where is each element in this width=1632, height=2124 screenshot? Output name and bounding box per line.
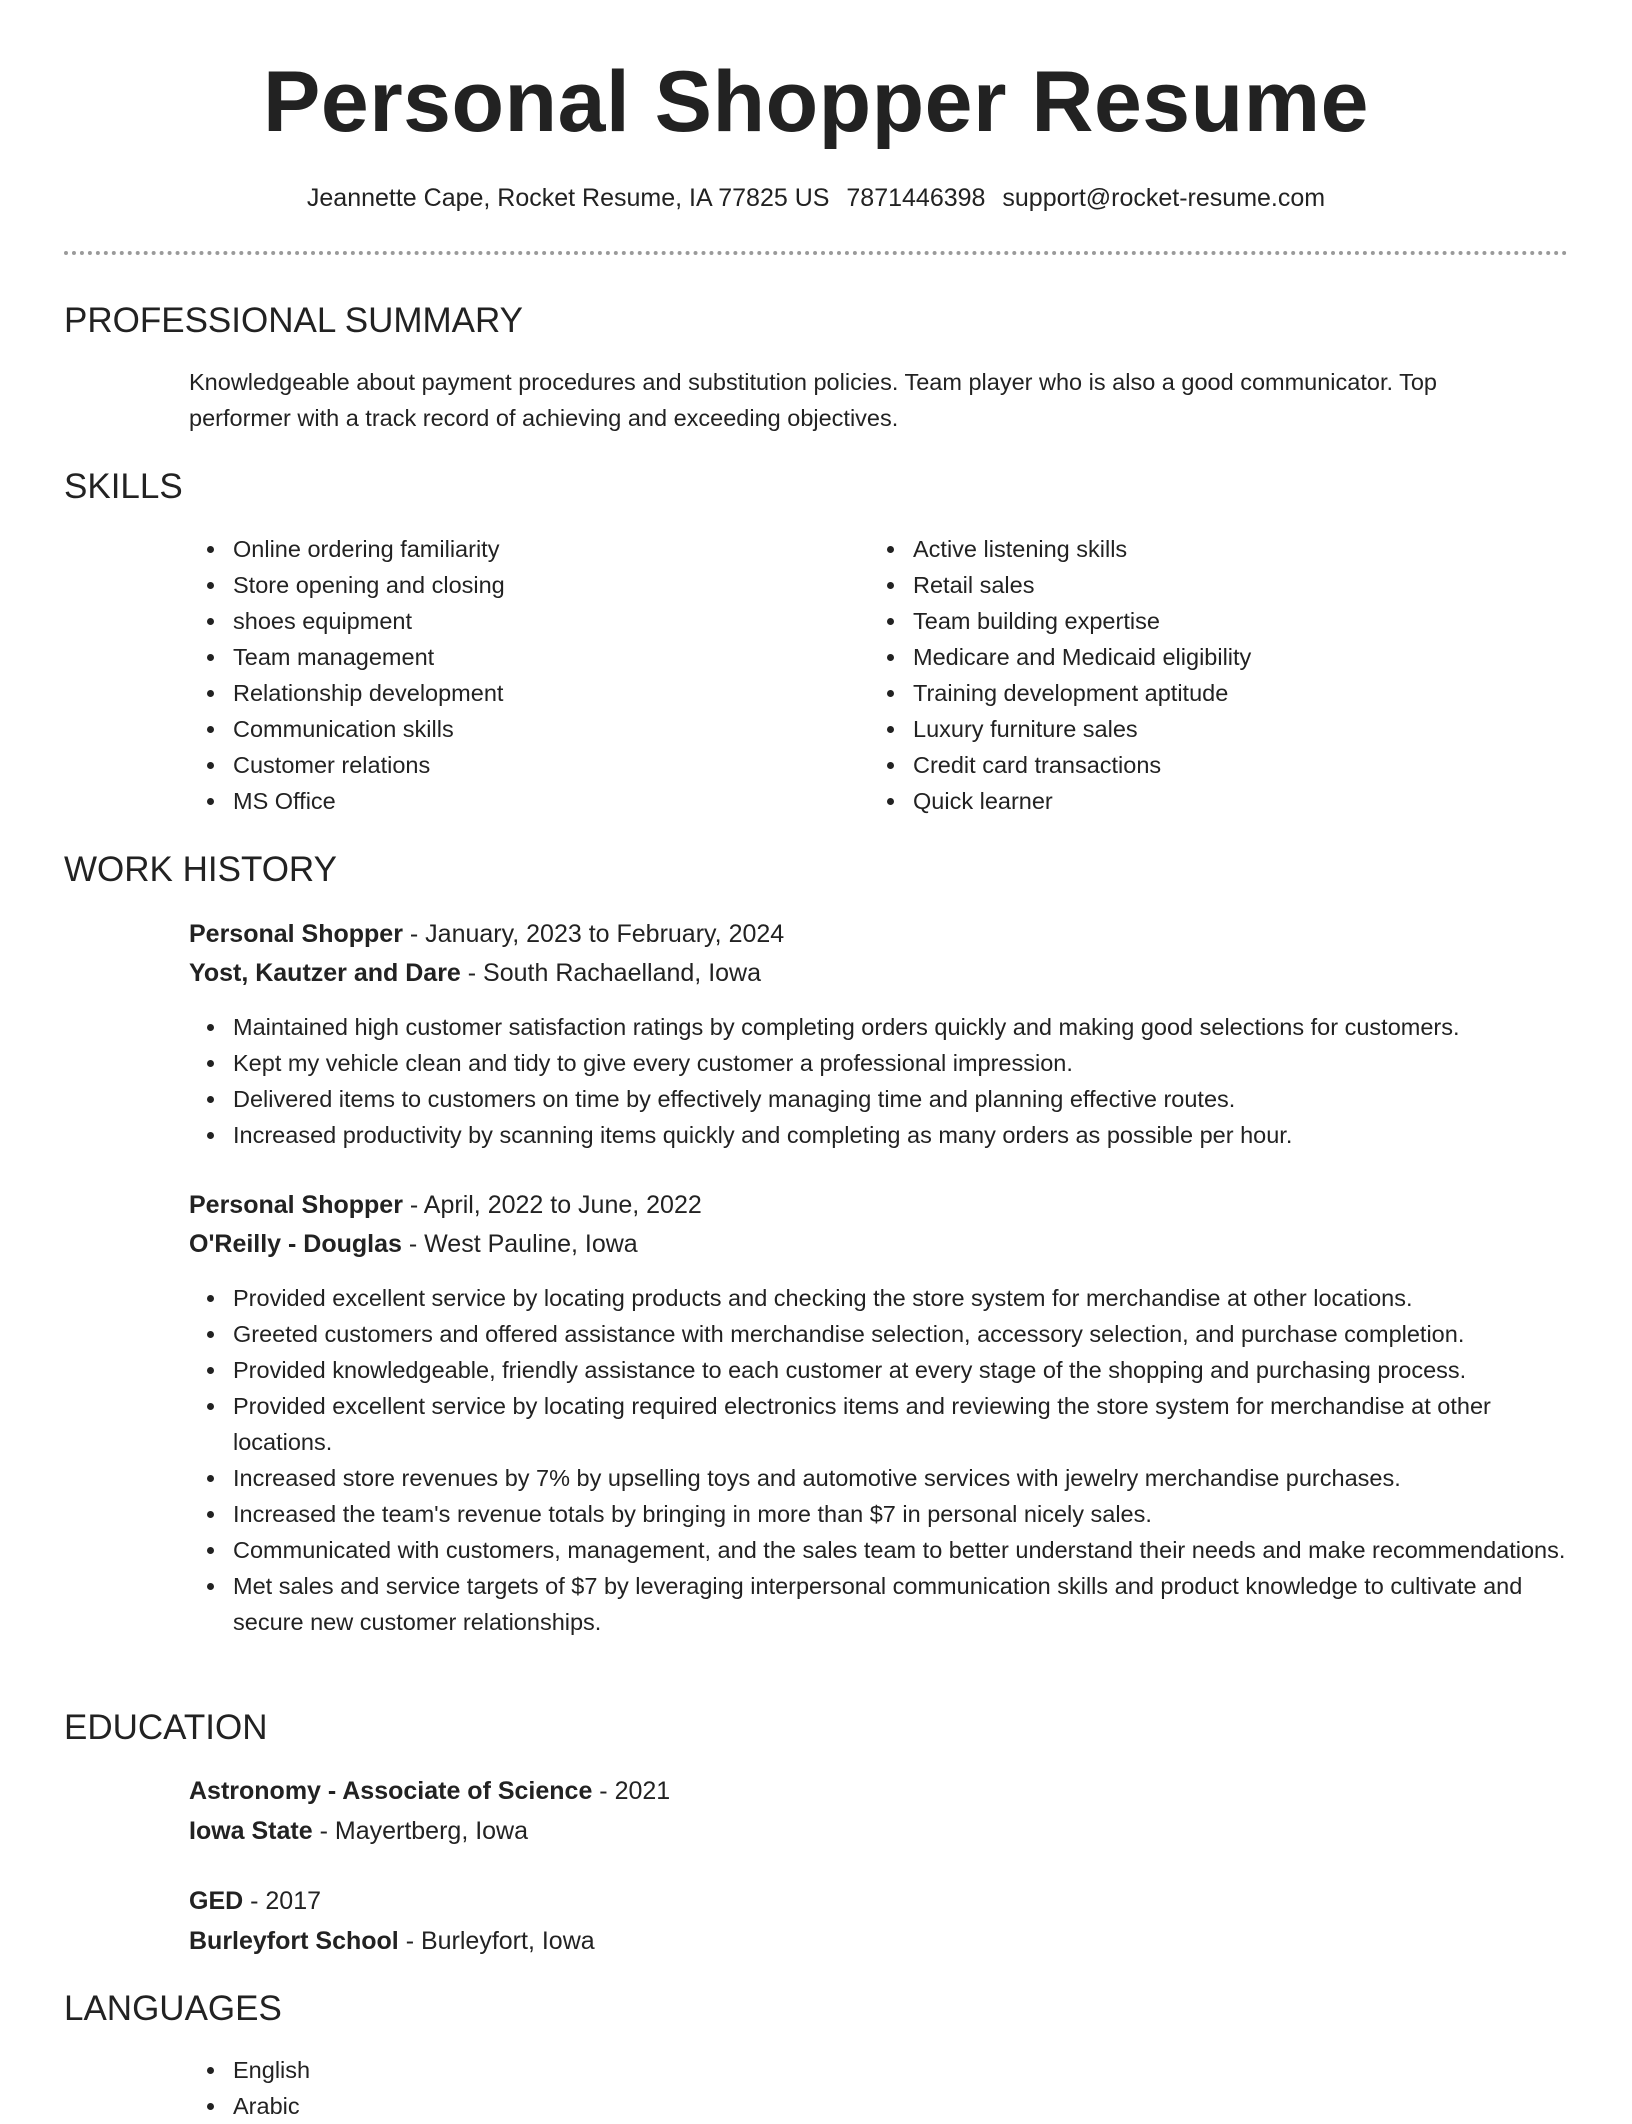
contact-line bbox=[0, 180, 1632, 216]
job-bullets bbox=[189, 1009, 1579, 1153]
job-bullet: Increased store revenues by 7% by upselling toys and automotive services with jewelry merchandise purchases. bbox=[189, 1460, 1579, 1496]
job-bullet: Increased the team's revenue totals by bringing in more than $7 in personal nicely sales. bbox=[189, 1496, 1579, 1532]
skill-item: Luxury furniture sales bbox=[869, 711, 1489, 747]
job-title-line bbox=[189, 1187, 702, 1223]
skill-item: Online ordering familiarity bbox=[189, 531, 809, 567]
skills-heading: SKILLS bbox=[64, 467, 183, 506]
job-title: Personal Shopper bbox=[189, 920, 403, 948]
education-school: Iowa State bbox=[189, 1817, 313, 1845]
summary-heading: PROFESSIONAL SUMMARY bbox=[64, 301, 523, 340]
job-company-line bbox=[189, 955, 761, 991]
skill-item: Credit card transactions bbox=[869, 747, 1489, 783]
skills-list-right bbox=[869, 531, 1489, 819]
contact-phone: 7871446398 bbox=[846, 184, 986, 212]
job-bullet: Provided excellent service by locating products and checking the store system for merchandise at other locations. bbox=[189, 1280, 1579, 1316]
skill-item: Team building expertise bbox=[869, 603, 1489, 639]
skill-item: Retail sales bbox=[869, 567, 1489, 603]
languages-list bbox=[189, 2052, 789, 2124]
work-history-heading: WORK HISTORY bbox=[64, 850, 337, 889]
job-bullet: Provided knowledgeable, friendly assistance to each customer at every stage of the shopping and purchasing process. bbox=[189, 1352, 1579, 1388]
language-item: English bbox=[189, 2052, 789, 2088]
skill-item: MS Office bbox=[189, 783, 809, 819]
job-bullet: Met sales and service targets of $7 by leveraging interpersonal communication skills and product knowledge to cultivate and secure new customer relationships. bbox=[189, 1568, 1579, 1640]
contact-email: support@rocket-resume.com bbox=[1002, 184, 1326, 212]
summary-line: performer with a track record of achieving and exceeding objectives. bbox=[189, 405, 899, 431]
skill-item: Team management bbox=[189, 639, 809, 675]
education-heading: EDUCATION bbox=[64, 1708, 268, 1747]
job-dates: - April, 2022 to June, 2022 bbox=[402, 1191, 702, 1219]
job-company: Yost, Kautzer and Dare bbox=[189, 959, 461, 987]
skill-item: Training development aptitude bbox=[869, 675, 1489, 711]
education-location: - Burleyfort, Iowa bbox=[398, 1927, 595, 1955]
job-bullet: Greeted customers and offered assistance with merchandise selection, accessory selection, and purchase completion. bbox=[189, 1316, 1579, 1352]
summary-line: Knowledgeable about payment procedures and substitution policies. Team player who is also a good communicator. Top bbox=[189, 369, 1438, 395]
education-degree: Astronomy - Associate of Science bbox=[189, 1777, 593, 1805]
skill-item: Active listening skills bbox=[869, 531, 1489, 567]
skills-list-left bbox=[189, 531, 809, 819]
language-item: Arabic bbox=[189, 2088, 789, 2124]
languages-heading: LANGUAGES bbox=[64, 1989, 282, 2028]
education-year: - 2021 bbox=[592, 1777, 671, 1805]
education-school-line bbox=[189, 1813, 528, 1849]
job-bullet: Communicated with customers, management, and the sales team to better understand their needs and make recommendations. bbox=[189, 1532, 1579, 1568]
skill-item: Medicare and Medicaid eligibility bbox=[869, 639, 1489, 675]
job-company: O'Reilly - Douglas bbox=[189, 1230, 402, 1258]
contact-address: Jeannette Cape, Rocket Resume, IA 77825 US bbox=[306, 184, 830, 212]
education-degree-line bbox=[189, 1773, 670, 1809]
skill-item: Communication skills bbox=[189, 711, 809, 747]
skill-item: Quick learner bbox=[869, 783, 1489, 819]
job-dates: - January, 2023 to February, 2024 bbox=[402, 920, 785, 948]
job-location: - South Rachaelland, Iowa bbox=[460, 959, 762, 987]
job-title-line bbox=[189, 916, 784, 952]
summary-text bbox=[189, 364, 1579, 436]
education-location: - Mayertberg, Iowa bbox=[312, 1817, 529, 1845]
skill-item: Relationship development bbox=[189, 675, 809, 711]
education-school: Burleyfort School bbox=[189, 1927, 399, 1955]
job-bullet: Kept my vehicle clean and tidy to give every customer a professional impression. bbox=[189, 1045, 1579, 1081]
skill-item: Customer relations bbox=[189, 747, 809, 783]
job-location: - West Pauline, Iowa bbox=[401, 1230, 638, 1258]
job-title: Personal Shopper bbox=[189, 1191, 403, 1219]
education-year: - 2017 bbox=[243, 1887, 322, 1915]
job-bullet: Provided excellent service by locating required electronics items and reviewing the store system for merchandise at other locations. bbox=[189, 1388, 1579, 1460]
resume-title: Personal Shopper Resume bbox=[263, 54, 1369, 150]
job-bullets bbox=[189, 1280, 1579, 1640]
job-bullet: Delivered items to customers on time by effectively managing time and planning effective routes. bbox=[189, 1081, 1579, 1117]
education-degree-line bbox=[189, 1883, 321, 1919]
education-degree: GED bbox=[189, 1887, 244, 1915]
header-divider bbox=[64, 251, 1568, 255]
job-bullet: Increased productivity by scanning items quickly and completing as many orders as possible per hour. bbox=[189, 1117, 1579, 1153]
skill-item: shoes equipment bbox=[189, 603, 809, 639]
job-company-line bbox=[189, 1226, 638, 1262]
skill-item: Store opening and closing bbox=[189, 567, 809, 603]
education-school-line bbox=[189, 1923, 595, 1959]
job-bullet: Maintained high customer satisfaction ratings by completing orders quickly and making good selections for customers. bbox=[189, 1009, 1579, 1045]
